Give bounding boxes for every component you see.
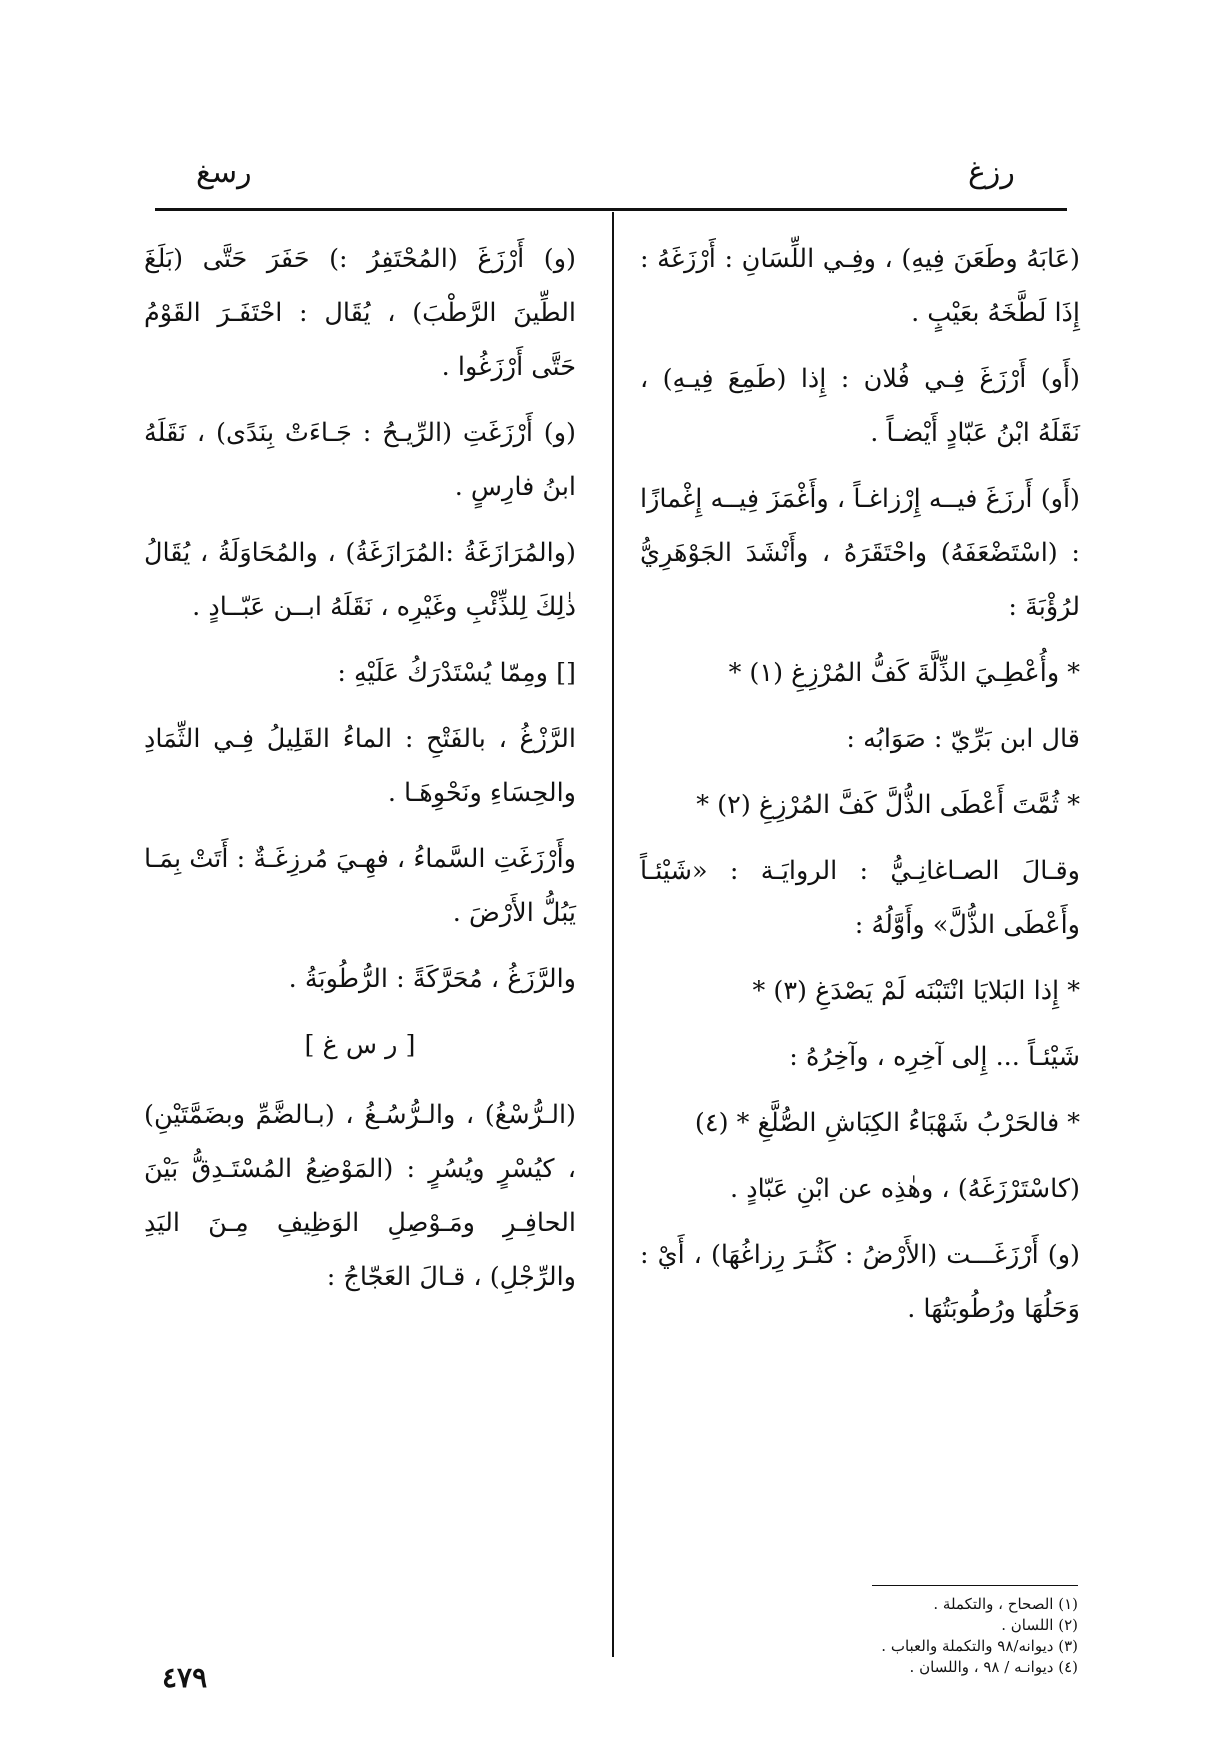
entry-paragraph: (و) أَرْزَغَتِ (الرِّيـحُ : جَـاءَتْ بِنَدًى) ، نَقَلَهُ ابنُ فارِسٍ . xyxy=(144,418,576,502)
running-header-right: رزغ xyxy=(968,155,1015,190)
header-rule xyxy=(155,208,1067,211)
entry-paragraph: وأَرْزَغَتِ السَّماءُ ، فهِـيَ مُرزِغَـةٌ : أَتَتْ بِمَـا يَبُلُّ الأَرْضَ . xyxy=(144,844,576,928)
poetry-verse: * إِذا البَلايَا انْتَبْنَه لَمْ يَصْدَغِ (٣) * xyxy=(752,976,1080,1006)
entry-paragraph: (أَو) أَرزَغَ فيــه إِرْزاغـاً ، وأَغْمَزَ فِيــه إِغْمازًا : (اسْتَضْعَفَهُ) واحْتَقَرَهُ ، وأَنْشَدَ الجَوْهَرِيُّ لرُؤْبَةَ : xyxy=(640,484,1080,622)
entry-paragraph: (و) أَرْزَغَـــت (الأَرْضُ : كَثُـرَ رِزاغُهَا) ، أَيْ : وَحَلُهَا ورُطُوبَتُهَا . xyxy=(640,1240,1080,1324)
entry-paragraph: (أَو) أَرْزَغَ فِـي فُلان : إِذا (طَمِعَ فِيـهِ) ، نَقَلَهُ ابْنُ عَبّادٍ أَيْضـاً . xyxy=(640,364,1080,448)
poetry-verse: * ثُمَّتَ أَعْطَى الذُّلَّ كَفَّ المُرْزِغِ (٢) * xyxy=(696,790,1080,820)
footnote: (٣) ديوانه/٩٨ والتكملة والعباب . xyxy=(881,1637,1078,1655)
right-column xyxy=(640,232,1080,1348)
entry-paragraph: (عَابَهُ وطَعَنَ فِيهِ) ، وفِـي اللِّسَانِ : أَرْزَغَهُ : إِذَا لَطَّخَهُ بعَيْبٍ . xyxy=(640,244,1080,328)
footnote: (١) الصحاح ، والتكملة . xyxy=(933,1595,1078,1613)
footnotes xyxy=(760,1594,1078,1678)
entry-paragraph: الرَّزْغُ ، بالفَتْحِ : الماءُ القَلِيلُ فِـي الثِّمَادِ والحِسَاءِ ونَحْوِهَـا . xyxy=(144,724,576,808)
entry-paragraph: (و) أَرْزَغَ (المُحْتَفِرُ :) حَفَرَ حَتَّى (بَلَغَ الطِّينَ الرَّطْبَ) ، يُقَال : احْتَفَـرَ القَوْمُ حَتَّى أَرْزَغُوا . xyxy=(144,244,576,382)
footnote: (٤) ديوانـه / ٩٨ ، واللسان . xyxy=(909,1658,1078,1676)
addendum-heading: [] ومِمّا يُسْتَدْرَكُ عَلَيْهِ : xyxy=(337,658,576,688)
root-heading: [ ر س غ ] xyxy=(304,1030,416,1060)
poetry-verse: * وأُعْطِـيَ الذِّلَّةَ كَفُّ المُرْزِغِ (١) * xyxy=(728,658,1080,688)
left-column xyxy=(144,232,576,1316)
entry-paragraph: وقـالَ الصـاغانِـيُّ : الروايَـة : «شَيْئـاً وأَعْطَى الذُّلَّ» وأَوَّلُهُ : xyxy=(640,856,1080,940)
entry-paragraph: (كاسْتَرْزَغَهُ) ، وهٰذِه عن ابْنِ عَبّادٍ . xyxy=(730,1174,1080,1204)
entry-paragraph: قال ابن بَرِّيّ : صَوَابُه : xyxy=(846,724,1080,754)
footnote: (٢) اللسان . xyxy=(1001,1616,1078,1634)
entry-paragraph: (الـرُّسْغُ) ، والـرُّسُـغُ ، (بـالضَّمِّ وبضَمَّتَيْنِ) ، كيُسْرٍ ويُسُرٍ : (المَوْضِعُ المُسْتَـدِقُّ بَيْنَ الحافِـرِ ومَـوْصِلِ الوَظِيفِ مِـنَ اليَدِ والرِّجْلِ) ، قـالَ العَجّاجُ : xyxy=(144,1100,576,1292)
poetry-verse: * فالحَرْبُ شَهْبَاءُ الكِبَاشِ الصُّلَّغِ * (٤) xyxy=(694,1108,1080,1138)
page-number: ٤٧٩ xyxy=(162,1661,208,1694)
footnote-rule xyxy=(872,1585,1078,1586)
entry-paragraph: (والمُرَازَغَةُ :المُرَازَغَةُ) ، والمُحَاوَلَةُ ، يُقَالُ ذٰلِكَ لِلذِّئْبِ وغَيْرِه ، نَقَلَهُ ابــن عَبّــادٍ . xyxy=(144,538,576,622)
entry-paragraph: شَيْئـاً ... إِلى آخِرِه ، وآخِرُهُ : xyxy=(789,1042,1080,1072)
entry-paragraph: والرَّزَغُ ، مُحَرَّكَةً : الرُّطُوبَةُ . xyxy=(288,964,576,994)
running-header-left: رسغ xyxy=(196,155,252,190)
column-divider xyxy=(612,212,614,1657)
